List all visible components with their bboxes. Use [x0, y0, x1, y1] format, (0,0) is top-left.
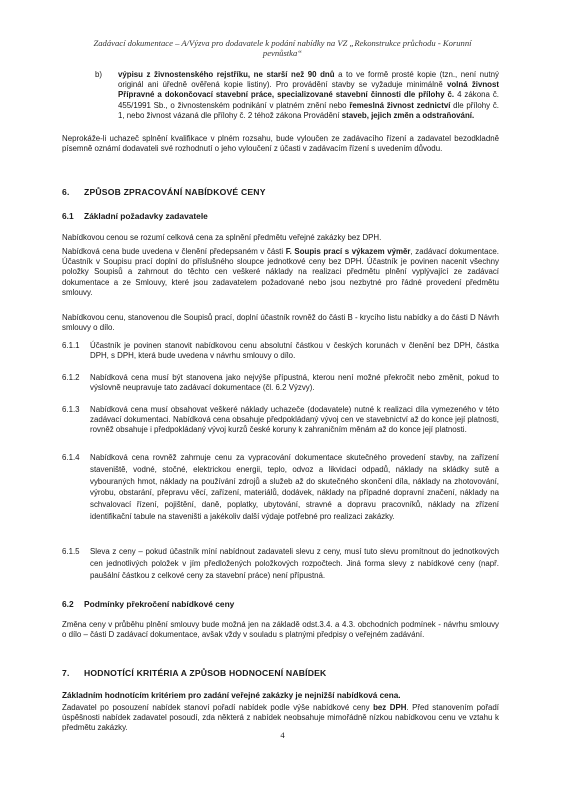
item-b-bold-3: řemeslná živnost zednictví: [349, 100, 451, 110]
running-header: [60, 38, 505, 58]
item-b-text-1: a to ve formě prosté kopie (tzn., není nutný originál ani úředně ověřená kopie listiny). Pro provádění stavby se vyžaduje minimálně: [118, 70, 499, 90]
item-text: Nabídková cena rovněž zahrnuje cenu za vypracování dokumentace skutečného provedení stavby, na zařízení staveniště, vodné, stočné, elektrickou energii, teplo, odvoz a likvidaci odpadů, náklady na skládky sutě a vybouraných hmot, náklady na používání zdrojů a služeb až do skutečného skončení díla, náklady na zhotovování, výrobu, obstarání, přepravu věcí, zařízení, materiálů, dodávek, náklady na případné dopravní značení, náklady na schvalovací řízení, pojištění, daně, poplatky, ubytování, stravné a dopravu pracovníků, náklady na zřízení identifikační tabule na staveništi a jakékoliv další výdaje potřebné pro realizaci zakázky.: [90, 453, 499, 521]
header-line-1: Zadávací dokumentace – A/Výzva pro dodavatele k podání nabídky na VZ „Rekonstrukce průchodu - Korunní: [93, 38, 472, 48]
item-text: Nabídková cena musí obsahovat veškeré náklady uchazeče (dodavatele) nutné k realizaci díla vymezeného v této zadávací dokumentaci. Nabídková cena obsahuje předpokládaný vývoj cen ve stavebnictví až do konce její platnosti, rovněž obsahuje i předpokládaný vývoj kurzů české koruny k zahraničním měnám až do konce její platnosti.: [90, 405, 499, 435]
section-7-heading: [62, 668, 326, 678]
item-number: 6.1.1: [62, 341, 80, 350]
price-change-paragraph: Změna ceny v průběhu plnění smlouvy bude možná jen na základě odst.3.4. a 4.3. obchodních podmínek - návrhu smlouvy o dílo – části D zadávací dokumentace, avšak vždy v souladu s platnými předpisy o veřejném zadávání.: [62, 620, 499, 640]
item-b-bold-4: staveb, jejich změn a odstraňování.: [341, 110, 475, 120]
section-6-2-title: Podmínky překročení nabídkové ceny: [84, 599, 235, 609]
price-breakdown-bold: F. Soupis prací s výkazem výměr: [285, 247, 411, 256]
item-text: Sleva z ceny – pokud účastník míní nabídnout zadavateli slevu z ceny, musí tuto slevu promítnout do jednotkových cen jednotlivých položek v jím předložených položkových rozpočtech. Jiná forma slevy z nabídkové ceny (např. paušální částkou z celkové ceny za stavební práce) není přípustná.: [90, 547, 499, 580]
section-6-number: 6.: [62, 187, 70, 197]
item-b-bold-2: volná živnost Přípravné a dokončovací stavební práce, specializované stavební činnosti dle přílohy č.: [118, 80, 499, 100]
header-line-2: pevnůstka“: [262, 48, 303, 58]
item-b-text: [118, 70, 499, 121]
item-number: 6.1.5: [62, 547, 80, 556]
price-breakdown-paragraph: [62, 247, 499, 298]
price-breakdown-text-2: , zadávací dokumentace. Účastník v Soupisu prací doplní do příslušného sloupce jednotkové ceny bez DPH. Účastník je povinen nacenit všechny položky Soupisů a zahrnout do těchto cen veškeré náklady na realizaci předmětu plnění vyplývající ze zadávací dokumentace a ze Smlouvy, které jsou zadavatelem požadované nebo jsou nezbytné pro řádné provedení předmětu smlouvy.: [62, 247, 499, 297]
item-text: Účastník je povinen stanovit nabídkovou cenu absolutní částkou v českých korunách v členění bez DPH, částka DPH, s DPH, která bude uvedena v návrhu smlouvy o dílo.: [90, 341, 499, 361]
section-6-2-number: 6.2: [62, 599, 74, 609]
section-6-title: ZPŮSOB ZPRACOVÁNÍ NABÍDKOVÉ CENY: [84, 187, 266, 197]
section-6-heading: [62, 187, 266, 197]
item-b-label: b): [95, 70, 103, 79]
evaluation-bold: bez DPH: [373, 703, 407, 712]
section-7-title: HODNOTÍCÍ KRITÉRIA A ZPŮSOB HODNOCENÍ NABÍDEK: [84, 668, 327, 678]
item-b-text-2: 4 zákona č. 455/1991 Sb., o živnostenském podnikání v platném znění nebo: [118, 90, 499, 110]
evaluation-text-2: . Před stanovením pořadí úspěšnosti nabídek zadavatel posoudí, zda některá z nabídek neobsahuje mimořádně nízkou nabídkovou cenu ve vztahu k předmětu zakázky.: [62, 703, 499, 733]
section-6-2-heading: [62, 599, 234, 609]
item-number: 6.1.2: [62, 373, 80, 382]
price-cover-sheet-paragraph: Nabídkovou cenu, stanovenou dle Soupisů prací, doplní účastník rovněž do části B - krycího listu nabídky a do části D Návrh smlouvy o dílo.: [62, 313, 499, 333]
price-definition-paragraph: Nabídkovou cenou se rozumí celková cena za splnění předmětu veřejné zakázky bez DPH.: [62, 233, 382, 242]
item-number: 6.1.3: [62, 405, 80, 414]
page-number: 4: [280, 730, 285, 740]
item-b-text-3: dle přílohy č. 1, nebo živnost vázaná dle přílohy č. 2 téhož zákona Provádění: [118, 100, 499, 120]
item-number: 6.1.4: [62, 453, 80, 462]
section-6-1-number: 6.1: [62, 211, 74, 221]
section-7-number: 7.: [62, 668, 70, 678]
evaluation-criterion-statement: Základním hodnotícím kritériem pro zadání veřejné zakázky je nejnižší nabídková cena.: [62, 691, 401, 700]
item-text: Nabídková cena musí být stanovena jako nejvýše přípustná, kterou není možné překročit nebo změnit, pokud to výslovně neupravuje tato zadávací dokumentace (čl. 6.2 Výzvy).: [90, 373, 499, 393]
item-b-bold-1: výpisu z živnostenského rejstříku, ne starší než 90 dnů: [118, 70, 335, 79]
price-breakdown-text-1: Nabídková cena bude uvedena v členění předepsaném v části: [62, 247, 286, 256]
section-6-1-heading: [62, 211, 208, 221]
section-6-1-title: Základní požadavky zadavatele: [84, 211, 208, 221]
evaluation-text-1: Zadavatel po posouzení nabídek stanoví pořadí nabídek podle výše nabídkové ceny: [62, 703, 374, 712]
disqualification-paragraph: Neprokáže-li uchazeč splnění kvalifikace v plném rozsahu, bude vyloučen ze zadávacího řízení a zadavatel bezodkladně písemně oznámí dodavateli své rozhodnutí o jeho vyloučení z účasti v zadávacím řízení s uvedením důvodu.: [62, 134, 499, 154]
